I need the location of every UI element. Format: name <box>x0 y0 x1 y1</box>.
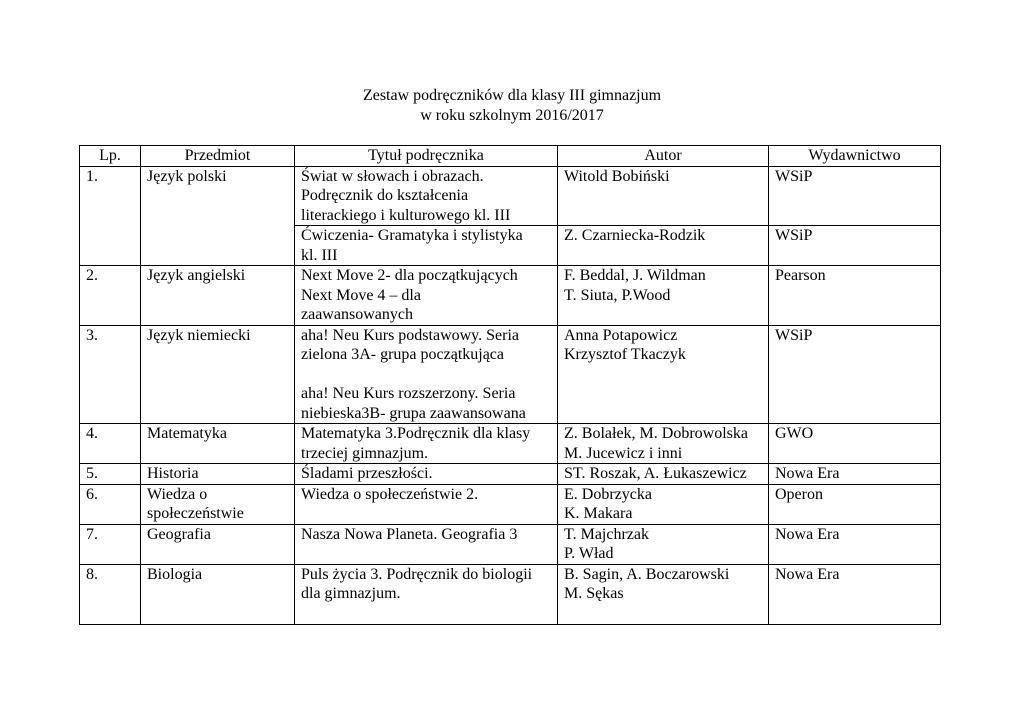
book-title-cell <box>295 564 558 624</box>
author-line: K. Makara <box>564 505 633 522</box>
publisher-cell: Nowa Era <box>769 524 941 564</box>
book-title-line: Świat w słowach i obrazach. <box>301 167 484 185</box>
table-row <box>80 524 941 564</box>
subject-line: Język niemiecki <box>147 326 251 344</box>
publisher-cell: WSiP <box>769 166 941 226</box>
book-title-line <box>301 365 551 385</box>
book-title-line: Next Move 2- dla początkujących <box>301 267 518 284</box>
book-title-cell <box>295 464 558 485</box>
author-line: Anna Potapowicz <box>564 326 678 344</box>
book-title-line: trzeciej gimnazjum. <box>301 444 429 462</box>
document-title <box>0 86 1024 126</box>
book-title-line: Puls życia 3. Podręcznik do biologii <box>301 565 533 583</box>
book-title-line: Śladami przeszłości. <box>301 465 433 482</box>
table-body <box>80 166 941 624</box>
author-line: F. Beddal, J. Wildman <box>564 267 706 284</box>
book-title-cell <box>295 266 558 326</box>
author-line: M. Sękas <box>564 585 624 602</box>
lp-cell: 1. <box>80 166 141 266</box>
book-title-line: aha! Neu Kurs podstawowy. Seria <box>301 326 520 344</box>
title-line-2: w roku szkolnym 2016/2017 <box>420 107 604 124</box>
subject-cell <box>141 266 295 326</box>
lp-cell: 7. <box>80 524 141 564</box>
subject-cell <box>141 524 295 564</box>
author-cell <box>558 226 769 266</box>
book-title-cell <box>295 424 558 464</box>
book-title-line: dla gimnazjum. <box>301 585 401 602</box>
book-title-cell <box>295 226 558 266</box>
subject-cell <box>141 325 295 424</box>
subject-line: Język angielski <box>147 267 246 284</box>
author-line: Witold Bobiński <box>564 167 670 185</box>
table-row <box>80 266 941 326</box>
book-title-line: literackiego i kulturowego kl. III <box>301 206 511 224</box>
lp-cell: 2. <box>80 266 141 326</box>
table-row <box>80 564 941 624</box>
table-row <box>80 464 941 485</box>
subject-line: społeczeństwie <box>147 505 244 522</box>
author-cell <box>558 424 769 464</box>
publisher-cell: WSiP <box>769 325 941 424</box>
author-cell <box>558 166 769 226</box>
book-title-line: Podręcznik do kształcenia <box>301 187 469 204</box>
author-line: Z. Bolałek, M. Dobrowolska <box>564 425 748 442</box>
author-line: T. Majchrzak <box>564 525 649 543</box>
subject-cell <box>141 166 295 266</box>
author-cell <box>558 325 769 424</box>
author-line: E. Dobrzycka <box>564 485 652 503</box>
header-lp: Lp. <box>80 146 141 167</box>
book-title-line: zaawansowanych <box>301 306 413 323</box>
author-cell <box>558 464 769 485</box>
book-title-line: Nasza Nowa Planeta. Geografia 3 <box>301 525 518 543</box>
lp-cell: 6. <box>80 484 141 524</box>
publisher-cell: WSiP <box>769 226 941 266</box>
author-cell <box>558 484 769 524</box>
author-line: M. Jucewicz i inni <box>564 444 683 462</box>
subject-line: Historia <box>147 465 199 482</box>
title-line-1: Zestaw podręczników dla klasy III gimnazjum <box>362 87 662 104</box>
book-title-cell <box>295 166 558 226</box>
book-title-cell <box>295 524 558 564</box>
lp-cell: 4. <box>80 424 141 464</box>
book-title-cell <box>295 484 558 524</box>
publisher-cell: GWO <box>769 424 941 464</box>
subject-line: Język polski <box>147 167 227 185</box>
book-title-line: kl. III <box>301 246 338 264</box>
book-title-cell <box>295 325 558 424</box>
subject-cell <box>141 564 295 624</box>
lp-cell: 5. <box>80 464 141 485</box>
subject-line: Geografia <box>147 525 211 543</box>
author-line: Krzysztof Tkaczyk <box>564 346 686 363</box>
header-row <box>80 146 941 167</box>
textbook-table <box>79 145 941 625</box>
publisher-cell: Operon <box>769 484 941 524</box>
author-line: T. Siuta, P.Wood <box>564 286 671 304</box>
book-title-line: zielona 3A- grupa początkująca <box>301 346 505 363</box>
subject-cell <box>141 484 295 524</box>
author-line: Z. Czarniecka-Rodzik <box>564 227 706 244</box>
book-title-line: aha! Neu Kurs rozszerzony. Seria <box>301 385 516 402</box>
table-row <box>80 325 941 424</box>
publisher-cell: Nowa Era <box>769 564 941 624</box>
book-title-line: Matematyka 3.Podręcznik dla klasy <box>301 425 531 442</box>
book-title-line: niebieska3B- grupa zaawansowana <box>301 404 526 422</box>
author-line: ST. Roszak, A. Łukaszewicz <box>564 465 747 482</box>
lp-cell: 8. <box>80 564 141 624</box>
header-subject: Przedmiot <box>141 146 295 167</box>
lp-cell: 3. <box>80 325 141 424</box>
author-cell <box>558 524 769 564</box>
header-publisher: Wydawnictwo <box>769 146 941 167</box>
header-book-title: Tytuł podręcznika <box>295 146 558 167</box>
subject-line: Biologia <box>147 565 203 583</box>
publisher-cell: Nowa Era <box>769 464 941 485</box>
subject-cell <box>141 464 295 485</box>
subject-line: Matematyka <box>147 425 227 442</box>
publisher-cell: Pearson <box>769 266 941 326</box>
author-cell <box>558 564 769 624</box>
book-title-line: Ćwiczenia- Gramatyka i stylistyka <box>301 227 523 244</box>
header-author: Autor <box>558 146 769 167</box>
table-row <box>80 424 941 464</box>
book-title-line: Wiedza o społeczeństwie 2. <box>301 485 479 503</box>
author-cell <box>558 266 769 326</box>
author-line: P. Wład <box>564 545 614 562</box>
subject-line: Wiedza o <box>147 485 208 503</box>
table-row <box>80 484 941 524</box>
table-row <box>80 166 941 226</box>
author-line: B. Sagin, A. Boczarowski <box>564 565 730 583</box>
book-title-line: Next Move 4 – dla <box>301 286 421 304</box>
subject-cell <box>141 424 295 464</box>
